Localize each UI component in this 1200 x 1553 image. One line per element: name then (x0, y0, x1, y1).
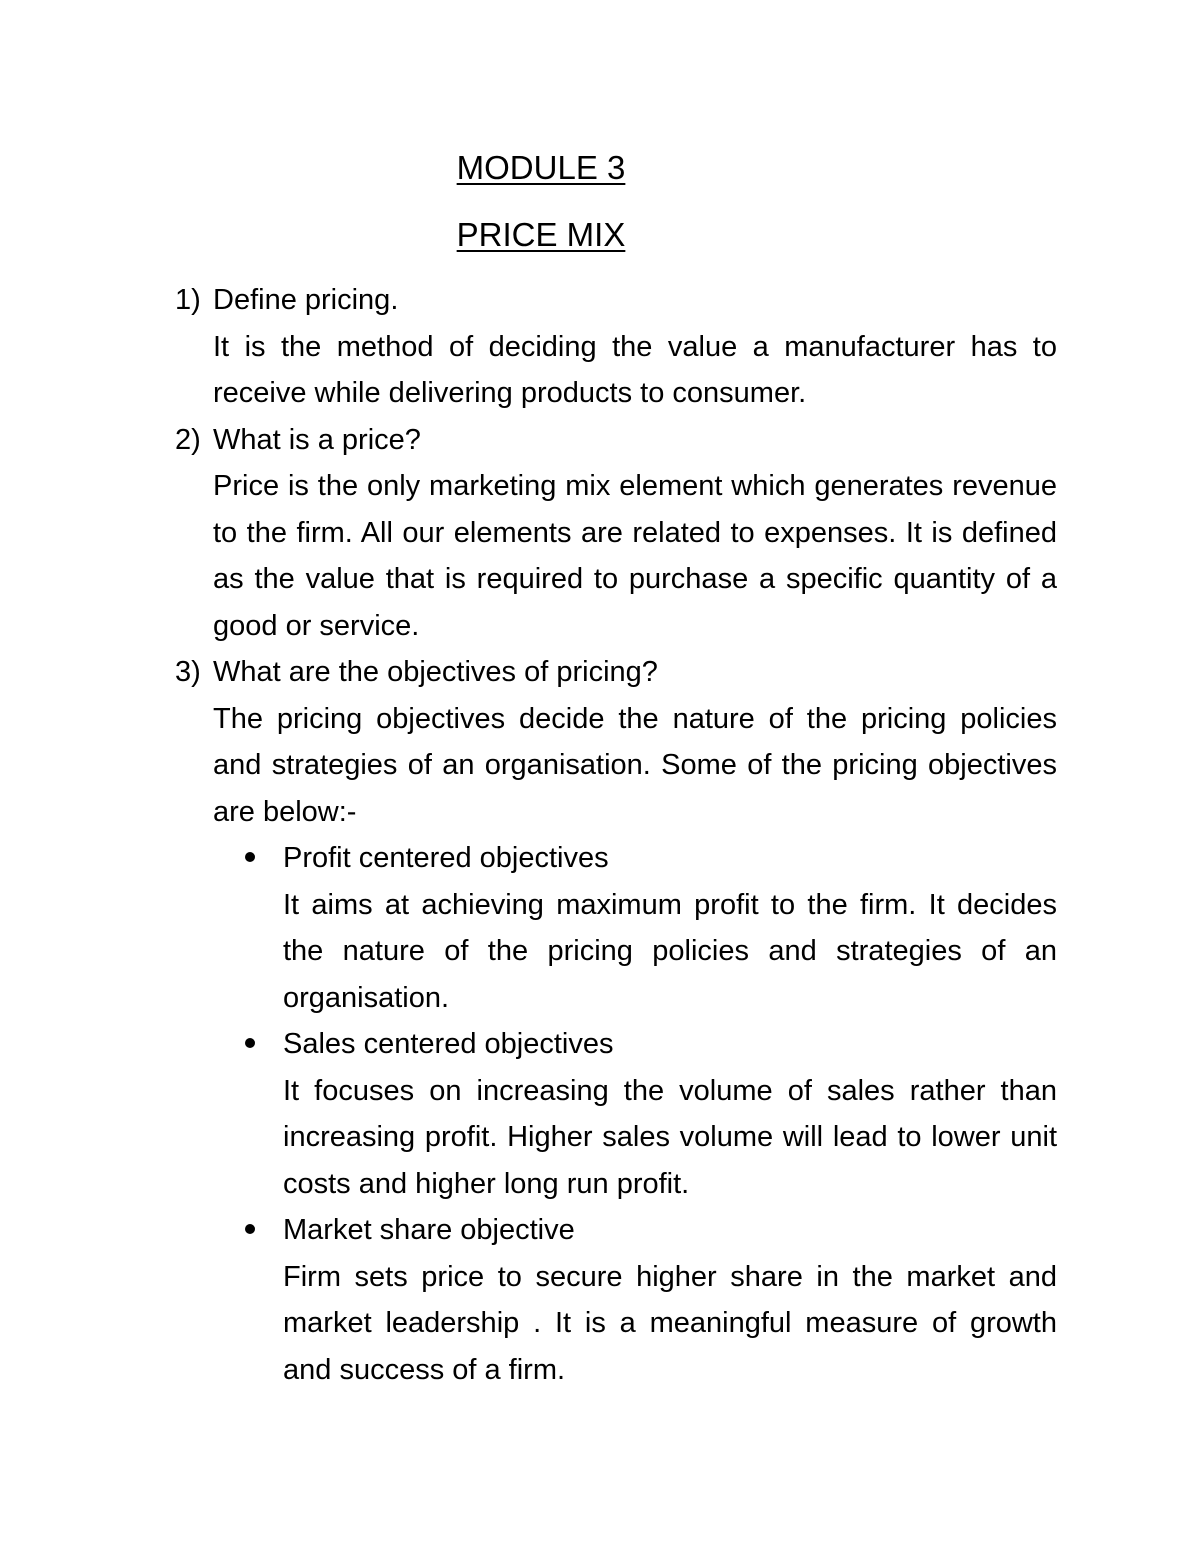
list-item (213, 1021, 1057, 1207)
bullet-heading: Sales centered objectives (283, 1028, 614, 1060)
module-title: MODULE 3 (456, 149, 626, 186)
question-1 (175, 277, 1057, 324)
bullet-text: It aims at achieving maximum profit to the firm. It decides the nature of the pricing policies and strategies of an organisation. (283, 888, 1057, 1014)
objectives-list (213, 835, 1057, 1393)
bullet-dot-icon (245, 1224, 255, 1234)
bullet-heading: Profit centered objectives (283, 842, 609, 874)
question-text: What are the objectives of pricing? (213, 656, 658, 688)
question-2 (175, 417, 1057, 464)
question-text: Define pricing. (213, 284, 399, 316)
section-title: PRICE MIX (456, 216, 626, 253)
answer-3: The pricing objectives decide the nature of the pricing policies and strategies of an organisation. Some of the pricing objectives are below:- (213, 702, 1057, 828)
bullet-text: Firm sets price to secure higher share in the market and market leadership . It is a meaningful measure of growth and success of a firm. (283, 1260, 1057, 1386)
question-text: What is a price? (213, 423, 421, 456)
bullet-dot-icon (245, 1038, 255, 1048)
answer-2: Price is the only marketing mix element which generates revenue to the firm. All our elements are related to expenses. It is defined as the value that is required to purchase a specific quantity of a good or service. (213, 470, 1057, 642)
list-item (213, 1207, 1057, 1393)
question-number: 3) (175, 656, 201, 688)
question-number: 1) (175, 284, 201, 316)
bullet-text: It focuses on increasing the volume of sales rather than increasing profit. Higher sales volume will lead to lower unit costs and higher long run profit. (283, 1074, 1057, 1200)
list-item (213, 835, 1057, 1021)
bullet-dot-icon (245, 852, 255, 862)
bullet-heading: Market share objective (283, 1214, 575, 1246)
question-3 (175, 649, 1057, 696)
answer-1: It is the method of deciding the value a manufacturer has to receive while delivering products to consumer. (213, 330, 1057, 409)
document-body (175, 277, 1057, 1393)
question-number: 2) (175, 423, 201, 456)
